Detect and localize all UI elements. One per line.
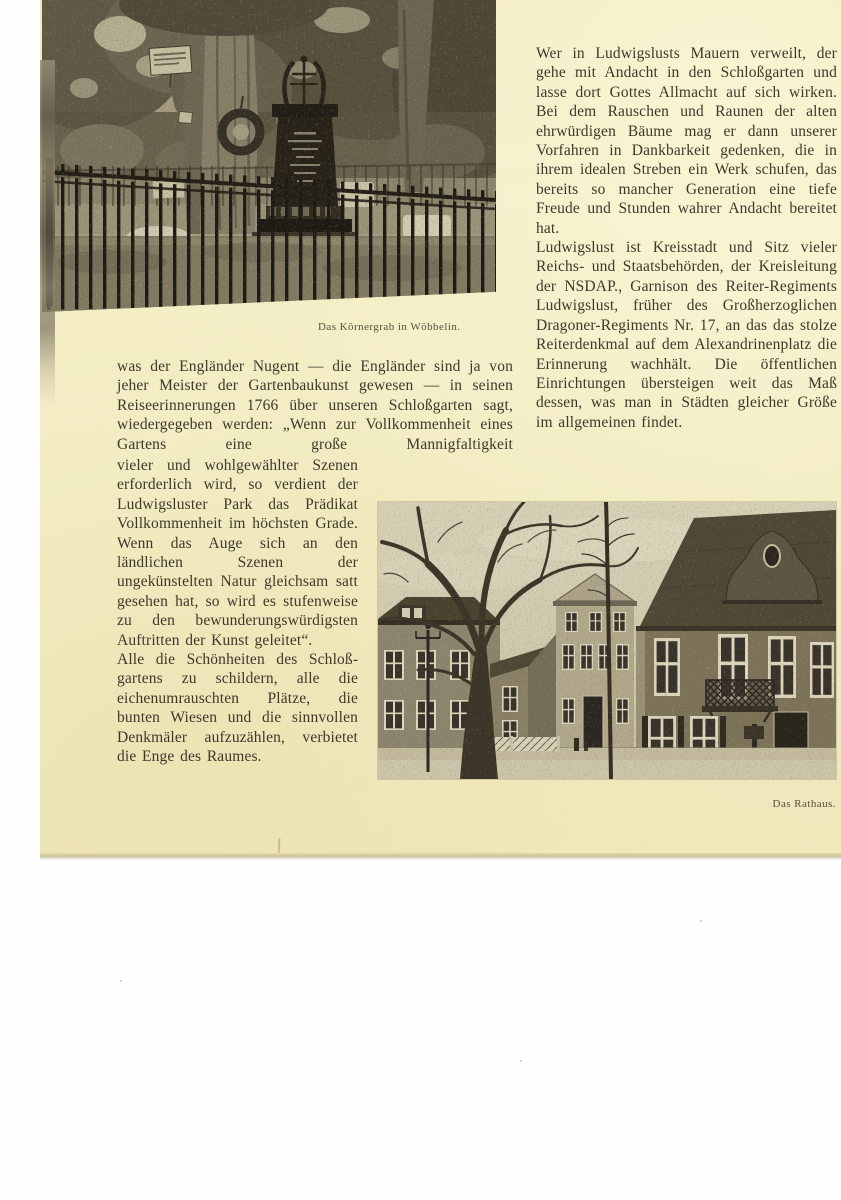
paragraph-nugent-wide: was der Engländer Nugent — die Engländer sind ja von jeher Meister der Gartenbaukunst gewesen — in seinen Reiseerinnerungen 1766 über unseren Schloßgarten sagt, wiedergegeben werden: „Wenn zur Vollkommenheit eines Gartens eine große Mannigfaltigkeit — [117, 358, 513, 453]
film-grain-light — [42, 0, 496, 312]
paper-crease — [278, 838, 281, 855]
scan-speck — [120, 980, 122, 982]
paragraph-schlossgarten: Wer in Ludwigslusts Mauern verweilt, der gehe mit Andacht in den Schloßgarten und lasse dort Gottes Allmacht auf sich wirken. Bei dem Rauschen und Raunen der alten ehrwürdigen Bäume mag er dann unserer Vorfahren in Dankbarkeit gedenken, die in ihrem idealen Streben ein Werk schufen, das bereits so mancher Generation eine tiefe Freude und Stunden wahrer Andacht bereitet hat. — [536, 45, 837, 237]
paragraph-schoenheiten: Alle die Schönheiten des Schloßgartens zu schildern, alle die eichenumrauschten Plätze, die bunten Wiesen und die sinnvollen Denkmäler aufzuzählen, verbietet die Enge des Raumes. — [117, 651, 358, 766]
scan-edge-artifact — [40, 60, 55, 405]
scan-speck — [700, 920, 702, 922]
paragraph-kreisstadt: Ludwigslust ist Kreisstadt und Sitz vieler Reichs- und Staatsbehörden, der Kreisleitung der NSDAP., Garnison des Reiter-Regiments Ludwigslust, früher des Großherzoglichen Dragoner-Regiments Nr. 17, an das das stolze Reiterdenkmal auf dem Alexandrinenplatz die Erinnerung wachhält. Die öffentlichen Einrichtungen übersteigen weit das Maß dessen, was man in Städten gleicher Größe im allgemeinen findet. — [536, 239, 837, 431]
koernergrab-photo — [42, 0, 496, 312]
paper-sheet — [40, 0, 841, 856]
scan-speck — [520, 1060, 522, 1062]
left-text-wide — [117, 357, 513, 454]
koernergrab-illustration — [42, 0, 496, 312]
koernergrab-caption: Das Körnergrab in Wöbbelin. — [318, 321, 461, 333]
rathaus-photo — [378, 502, 836, 779]
film-grain-light — [378, 502, 836, 779]
rathaus-illustration — [378, 502, 836, 779]
paragraph-nugent-narrow: vieler und wohlgewählter Szenen erforderlich wird, so verdient der Ludwigsluster Park das Prädikat Vollkommenheit im höchsten Grade. Wenn das Auge sich an den ländlichen Szenen der ungekünstelten Natur gleichsam satt gesehen hat, so wird es stufenweise zu den bewunderungswürdigsten Auftritten der Kunst geleitet“. — [117, 457, 358, 649]
left-text-narrow — [117, 456, 358, 767]
right-text-column — [536, 44, 837, 432]
rathaus-caption: Das Rathaus. — [772, 798, 836, 810]
